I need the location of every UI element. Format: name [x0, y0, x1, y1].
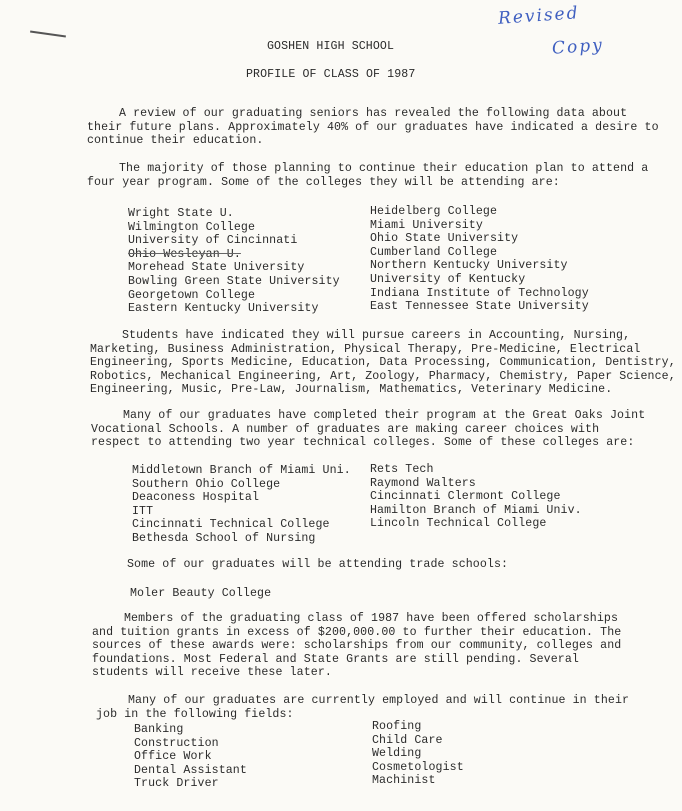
college-item: University of Kentucky — [370, 272, 526, 286]
paragraph-line: Students have indicated they will pursue careers in Accounting, Nursing, — [122, 329, 631, 342]
college-item: University of Cincinnati — [128, 234, 298, 248]
paragraph-line: and tuition grants in excess of $200,000.00 to further their education. The — [92, 625, 622, 639]
college-item: Ohio Wesleyan U. — [128, 247, 241, 261]
college-item: East Tennessee State University — [370, 300, 589, 314]
college-item: Raymond Walters — [370, 476, 476, 490]
college-item: Cumberland College — [370, 245, 498, 259]
pencil-mark — [30, 31, 66, 38]
college-item: Ohio State University — [370, 232, 519, 246]
two-year-colleges-left — [132, 464, 351, 546]
trade-schools-line: Some of our graduates will be attending trade schools: — [127, 558, 509, 571]
page-title: PROFILE OF CLASS OF 1987 — [246, 68, 416, 81]
field-item: Office Work — [134, 750, 212, 764]
paragraph-line: respect to attending two year technical colleges. Some of these colleges are: — [91, 436, 635, 450]
paragraph-line: Engineering, Music, Pre-Law, Journalism, Mathematics, Veterinary Medicine. — [90, 383, 613, 397]
field-item: Child Care — [372, 733, 443, 747]
employment-fields-left — [134, 723, 247, 791]
paragraph-line: their future plans. Approximately 40% of our graduates have indicated a desire to — [87, 120, 659, 134]
college-item: Rets Tech — [370, 463, 434, 476]
college-item: Cincinnati Technical College — [132, 518, 330, 532]
college-item: Miami University — [370, 218, 483, 232]
paragraph-line: Many of our graduates are currently employed and will continue in their — [128, 694, 630, 707]
college-item: ITT — [132, 504, 154, 518]
college-item: Indiana Institute of Technology — [370, 286, 589, 300]
college-item: Southern Ohio College — [132, 477, 281, 491]
copy-annotation: Copy — [551, 35, 605, 59]
four-year-colleges-right — [370, 205, 589, 314]
college-item: Middletown Branch of Miami Uni. — [132, 464, 351, 477]
paragraph-line: sources of these awards were: scholarships from our community, colleges and — [92, 639, 622, 653]
paragraph-line: Vocational Schools. A number of graduates are making career choices with — [91, 422, 600, 436]
field-item: Roofing — [372, 720, 422, 733]
paragraph-line: Robotics, Mechanical Engineering, Art, Zoology, Pharmacy, Chemistry, Paper Science, — [90, 369, 676, 383]
revised-annotation: Revised — [497, 3, 581, 29]
college-item: Lincoln Technical College — [370, 517, 547, 531]
paragraph-line: Many of our graduates have completed their program at the Great Oaks Joint — [123, 409, 646, 422]
college-item: Bethesda School of Nursing — [132, 531, 316, 545]
college-item: Hamilton Branch of Miami Univ. — [370, 503, 582, 517]
field-item: Truck Driver — [134, 777, 219, 791]
field-item: Banking — [134, 723, 184, 736]
trade-school-item: Moler Beauty College — [130, 587, 272, 600]
field-item: Cosmetologist — [372, 760, 464, 774]
field-item: Machinist — [372, 774, 436, 788]
college-item: Cincinnati Clermont College — [370, 490, 561, 504]
field-item: Welding — [372, 747, 422, 761]
college-item: Bowling Green State University — [128, 274, 340, 288]
paragraph-line: four year program. Some of the colleges they will be attending are: — [87, 175, 560, 189]
careers-paragraph — [90, 329, 676, 397]
college-item: Northern Kentucky University — [370, 259, 568, 273]
college-item: Heidelberg College — [370, 205, 498, 218]
paragraph-line: Engineering, Sports Medicine, Education, Data Processing, Communication, Dentistry, — [90, 356, 676, 370]
paragraph-line: Marketing, Business Administration, Physical Therapy, Pre-Medicine, Electrical — [90, 342, 641, 356]
paragraph-line: foundations. Most Federal and State Grants are still pending. Several — [92, 652, 579, 666]
two-year-colleges-right — [370, 463, 582, 531]
scholarships-paragraph — [92, 612, 621, 680]
employment-fields-right — [372, 720, 464, 788]
two-year-paragraph — [91, 409, 645, 450]
four-year-colleges-left — [128, 207, 340, 316]
college-item: Georgetown College — [128, 288, 256, 302]
college-item: Deaconess Hospital — [132, 491, 260, 505]
intro-paragraph — [87, 107, 659, 148]
field-item: Construction — [134, 736, 219, 750]
college-item: Wilmington College — [128, 220, 256, 234]
field-item: Dental Assistant — [134, 763, 247, 777]
four-year-paragraph — [87, 162, 648, 189]
paragraph-line: job in the following fields: — [96, 707, 294, 721]
employed-paragraph — [96, 694, 629, 721]
paragraph-line: The majority of those planning to continue their education plan to attend a — [119, 162, 649, 175]
paragraph-line: students will receive these later. — [92, 666, 332, 680]
college-item: Morehead State University — [128, 261, 305, 275]
paragraph-line: continue their education. — [87, 134, 264, 148]
college-item: Eastern Kentucky University — [128, 302, 319, 316]
school-name: GOSHEN HIGH SCHOOL — [267, 40, 395, 53]
college-item: Wright State U. — [128, 207, 234, 220]
paragraph-line: Members of the graduating class of 1987 have been offered scholarships — [124, 612, 619, 625]
paragraph-line: A review of our graduating seniors has revealed the following data about — [119, 107, 628, 120]
